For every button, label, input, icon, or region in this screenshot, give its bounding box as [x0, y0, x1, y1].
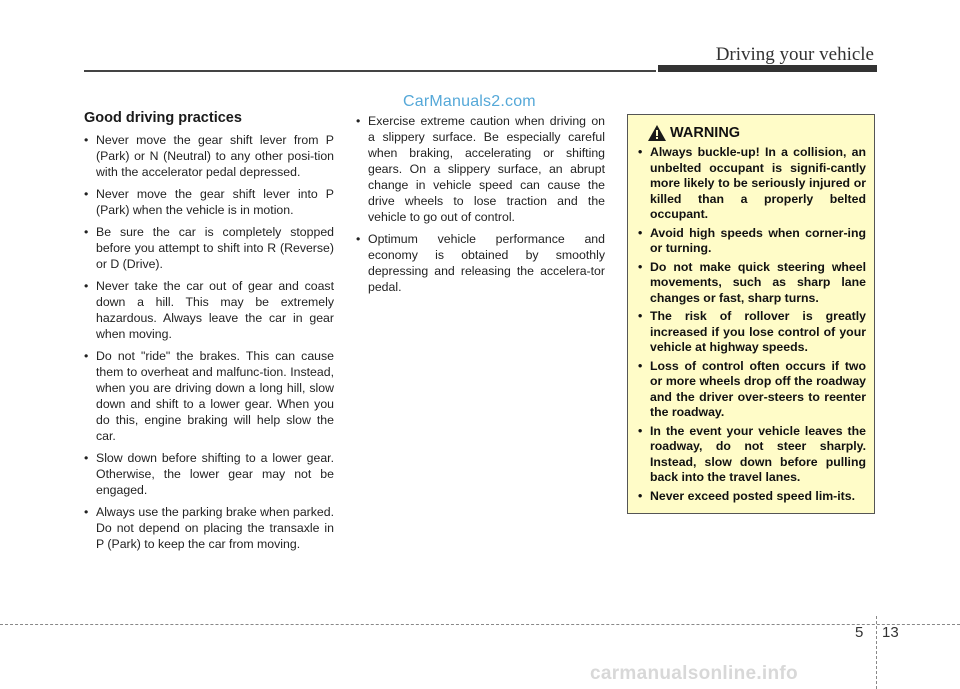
warning-item: • Do not make quick steering wheel movements, such as sharp lane changes or fast, sharp turns.: [638, 260, 866, 307]
list-item: • Never take the car out of gear and coast down a hill. This may be extremely hazardous. Always leave the car in gear when moving.: [84, 278, 334, 342]
warning-item: • The risk of rollover is greatly increased if you lose control of your vehicle at highway speeds.: [638, 309, 866, 356]
watermark-bottom: carmanualsonline.info: [590, 663, 798, 684]
warning-item: • Always buckle-up! In a collision, an unbelted occupant is signifi-cantly more likely to be seriously injured or killed than a properly belted occupant.: [638, 145, 866, 223]
list-item: • Never move the gear shift lever into P (Park) when the vehicle is in motion.: [84, 186, 334, 218]
list-item: • Optimum vehicle performance and economy is obtained by smoothly depressing and releasing the accelera-tor pedal.: [356, 231, 605, 295]
footer-rule: [0, 624, 960, 625]
warning-item: • Loss of control often occurs if two or more wheels drop off the roadway and the driver over-steers to reenter the roadway.: [638, 359, 866, 421]
footer-divider: [876, 616, 877, 689]
list-item: • Never move the gear shift lever from P (Park) or N (Neutral) to any other posi-tion with the accelerator pedal depressed.: [84, 132, 334, 180]
warning-header: [648, 125, 866, 141]
warning-item: • In the event your vehicle leaves the roadway, do not steer sharply. Instead, slow down before pulling back into the travel lanes.: [638, 424, 866, 486]
list-item: • Be sure the car is completely stopped before you attempt to shift into R (Reverse) or D (Drive).: [84, 224, 334, 272]
section-heading: Good driving practices: [84, 110, 242, 126]
header-rule-thin: [84, 70, 656, 72]
page-number: 13: [882, 624, 899, 641]
list-item: • Slow down before shifting to a lower gear. Otherwise, the lower gear may not be engaged.: [84, 450, 334, 498]
warning-list: [638, 145, 866, 504]
list-item: • Do not "ride" the brakes. This can cause them to overheat and malfunc-tion. Instead, when you are driving down a long hill, slow down and shift to a lower gear. When you do this, engine braking will help slow the car.: [84, 348, 334, 444]
warning-item: • Never exceed posted speed lim-its.: [638, 489, 866, 505]
warning-triangle-icon: [648, 125, 666, 141]
practice-list: [84, 132, 334, 552]
list-item: • Exercise extreme caution when driving on a slippery surface. Be especially careful when braking, accelerating or shifting gears. On a slippery surface, an abrupt change in vehicle speed can cause the drive wheels to lose traction and the vehicle to go out of control.: [356, 113, 605, 225]
watermark-top: CarManuals2.com: [403, 93, 536, 110]
section-title: Driving your vehicle: [715, 44, 874, 65]
middle-column: [356, 113, 605, 301]
header-rule-thick: [658, 65, 877, 72]
left-column: [84, 110, 334, 558]
practice-list-continued: [356, 113, 605, 295]
warning-item: • Avoid high speeds when corner-ing or turning.: [638, 226, 866, 257]
warning-title: WARNING: [670, 125, 741, 141]
chapter-number: 5: [855, 624, 864, 641]
list-item: • Always use the parking brake when parked. Do not depend on placing the transaxle in P (Park) to keep the car from moving.: [84, 504, 334, 552]
warning-box: [627, 114, 875, 514]
